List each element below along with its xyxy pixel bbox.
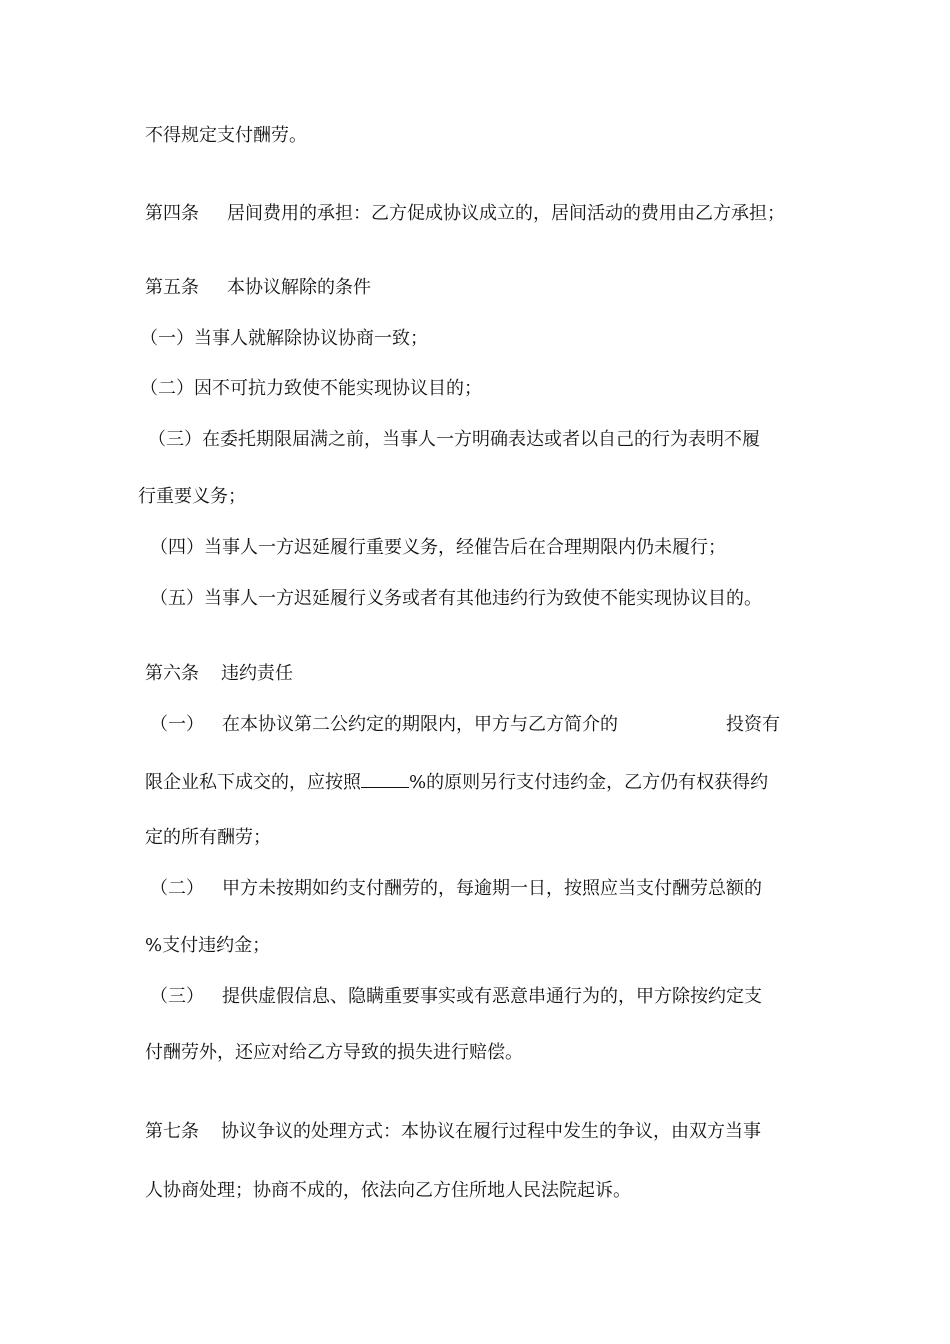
article-text: 违约责任 (221, 663, 293, 684)
clause-line (150, 985, 762, 1009)
article-4 (145, 202, 785, 226)
text: （二）因不可抗力致使不能实现协议目的； (140, 378, 482, 399)
clause-line (150, 587, 762, 611)
clause-line (140, 327, 428, 351)
text: %的原则另行支付违约金，乙方仍有权获得约 (409, 772, 769, 793)
clause-number: （二） (150, 878, 204, 899)
clause-line (145, 826, 271, 850)
text: 提供虚假信息、隐瞒重要事实或有恶意串通行为的，甲方除按约定支 (222, 986, 762, 1007)
clause-line (145, 1041, 523, 1065)
clause-line (140, 377, 482, 401)
article-text: 协议争议的处理方式：本协议在履行过程中发生的争议，由双方当事 (221, 1121, 761, 1142)
text: 人协商处理；协商不成的，依法向乙方住所地人民法院起诉。 (145, 1180, 631, 1201)
text: 定的所有酬劳； (145, 827, 271, 848)
article-label: 第五条 (145, 277, 199, 298)
article-text: 本协议解除的条件 (227, 277, 371, 298)
clause-number: （一） (150, 714, 204, 735)
text: 甲方未按期如约支付酬劳的，每逾期一日，按照应当支付酬劳总额的 (222, 878, 762, 899)
text: （四）当事人一方迟延履行重要义务，经催告后在合理期限内仍未履行； (150, 537, 726, 558)
article-label: 第六条 (145, 663, 199, 684)
text: 不得规定支付酬劳。 (145, 125, 307, 146)
text: 付酬劳外，还应对给乙方导致的损失进行赔偿。 (145, 1042, 523, 1063)
clause-line (150, 713, 780, 737)
fill-in-blank (361, 772, 409, 788)
text: %支付违约金； (145, 935, 271, 956)
clause-line (145, 934, 270, 958)
text: 投资有 (726, 714, 780, 735)
clause-line (138, 485, 246, 509)
clause-line (150, 877, 762, 901)
paragraph-line (145, 124, 307, 148)
text: （一）当事人就解除协议协商一致； (140, 328, 428, 349)
article-label: 第七条 (145, 1121, 199, 1142)
clause-line (145, 771, 768, 795)
article-7 (145, 1120, 761, 1144)
clause-line (150, 536, 726, 560)
clause-number: （三） (150, 986, 204, 1007)
article-5 (145, 276, 371, 300)
text: 在本协议第二公约定的期限内，甲方与乙方简介的 (222, 714, 618, 735)
text: （五）当事人一方迟延履行义务或者有其他违约行为致使不能实现协议目的。 (150, 588, 762, 609)
text: 限企业私下成交的，应按照 (145, 772, 361, 793)
clause-line (145, 1179, 631, 1203)
text: （三）在委托期限届满之前，当事人一方明确表达或者以自己的行为表明不履 (148, 429, 760, 450)
clause-line (148, 428, 760, 452)
text: 行重要义务； (138, 486, 246, 507)
article-text: 居间费用的承担：乙方促成协议成立的，居间活动的费用由乙方承担； (227, 203, 785, 224)
article-6 (145, 662, 293, 686)
article-label: 第四条 (145, 203, 199, 224)
